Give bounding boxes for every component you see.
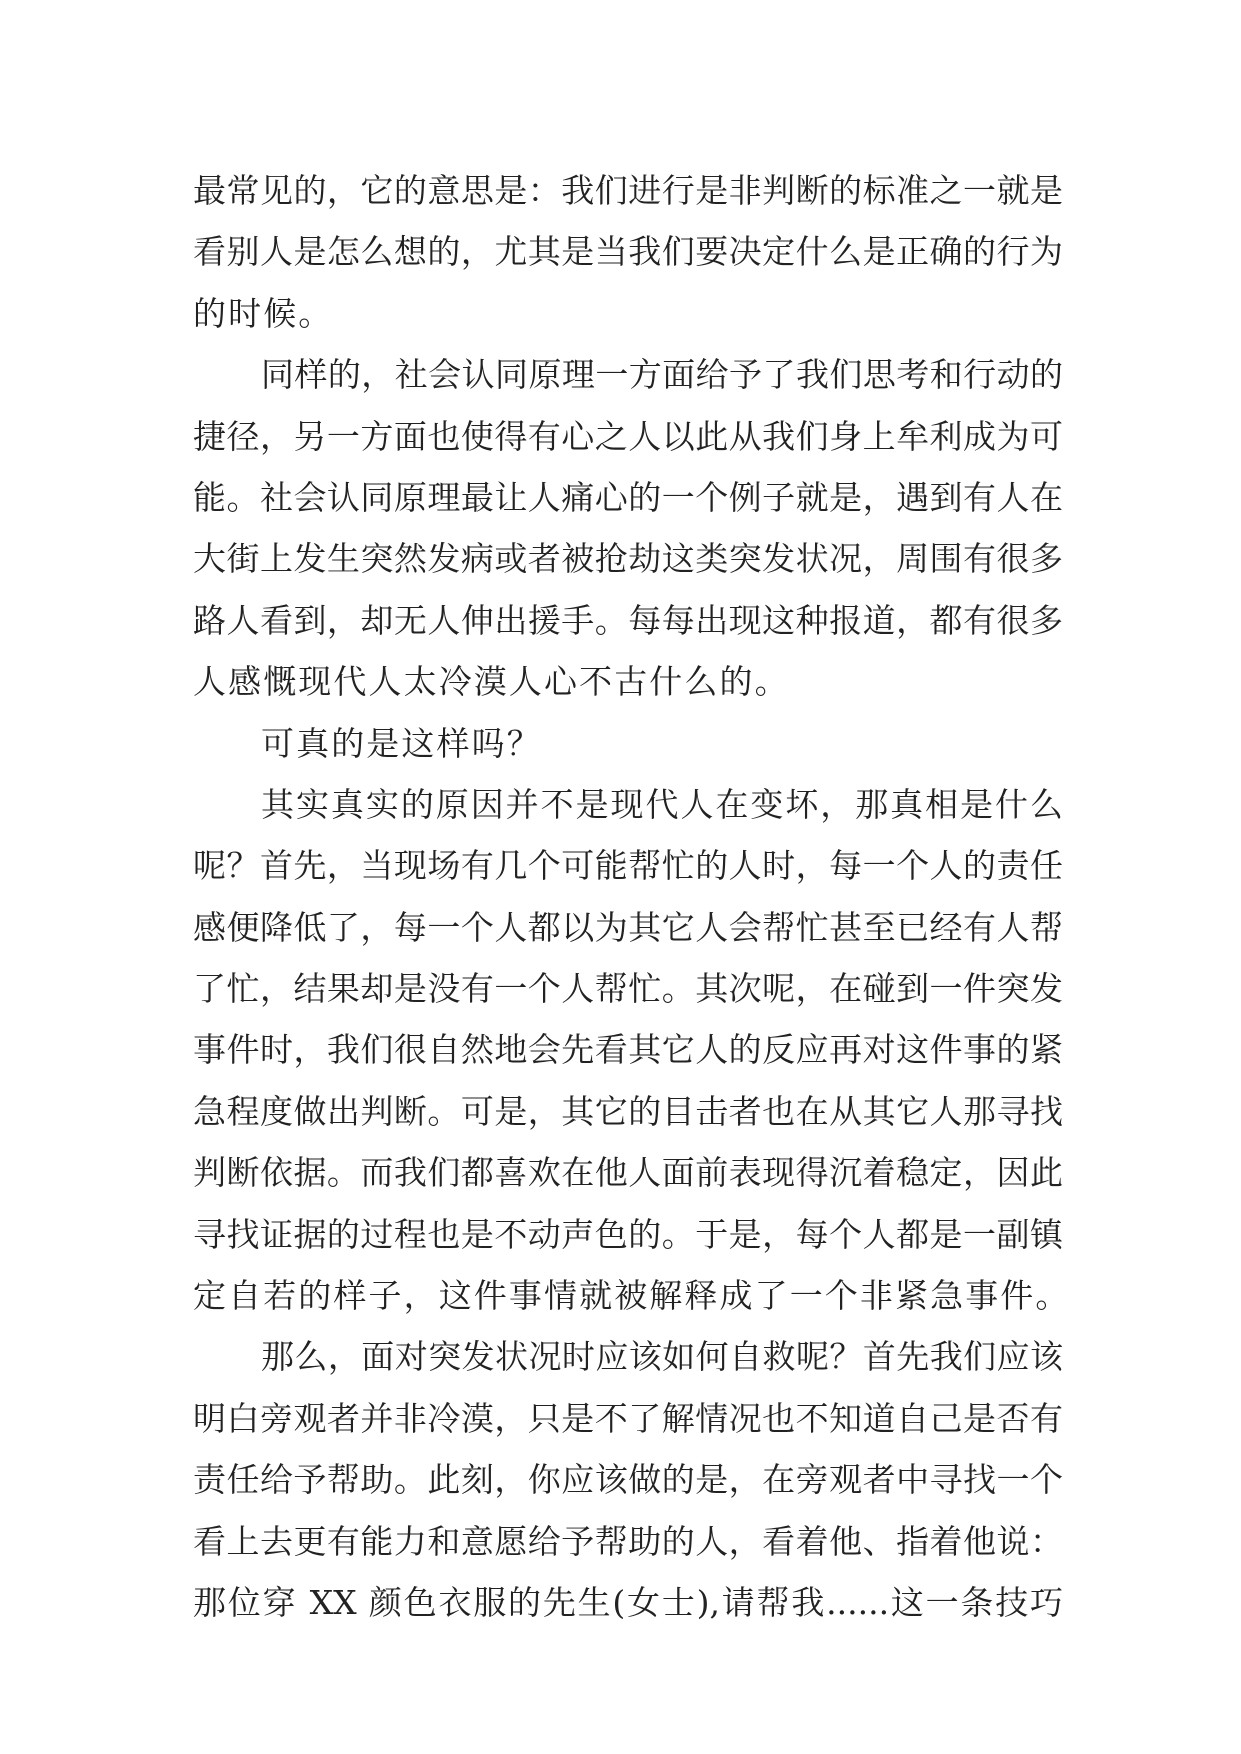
text-line: 事件时，我们很自然地会先看其它人的反应再对这件事的紧 bbox=[193, 1030, 1063, 1070]
text-line: 寻找证据的过程也是不动声色的。于是，每个人都是一副镇 bbox=[193, 1214, 1063, 1254]
text-line: 同样的，社会认同原理一方面给予了我们思考和行动的 bbox=[261, 355, 1063, 395]
text-line: 捷径，另一方面也使得有心之人以此从我们身上牟利成为可 bbox=[193, 416, 1063, 456]
text-line: 其实真实的原因并不是现代人在变坏，那真相是什么 bbox=[261, 784, 1063, 824]
text-line: 责任给予帮助。此刻，你应该做的是，在旁观者中寻找一个 bbox=[193, 1460, 1063, 1500]
text-line: 了忙，结果却是没有一个人帮忙。其次呢，在碰到一件突发 bbox=[193, 969, 1063, 1009]
text-line: 呢？首先，当现场有几个可能帮忙的人时，每一个人的责任 bbox=[193, 846, 1063, 886]
text-line: 的时候。 bbox=[193, 293, 334, 333]
text-line: 可真的是这样吗？ bbox=[261, 723, 542, 763]
text-line: 大街上发生突然发病或者被抢劫这类突发状况，周围有很多 bbox=[193, 539, 1063, 579]
text-line: 那么，面对突发状况时应该如何自救呢？首先我们应该 bbox=[261, 1337, 1063, 1377]
text-line: 定自若的样子，这件事情就被解释成了一个非紧急事件。 bbox=[193, 1276, 1071, 1316]
text-line: 路人看到，却无人伸出援手。每每出现这种报道，都有很多 bbox=[193, 600, 1063, 640]
text-line: 最常见的，它的意思是：我们进行是非判断的标准之一就是 bbox=[193, 171, 1063, 210]
text-line: 那位穿 XX 颜色衣服的先生(女士),请帮我......这一条技巧 bbox=[193, 1582, 1063, 1622]
text-line: 明白旁观者并非冷漠，只是不了解情况也不知道自己是否有 bbox=[193, 1398, 1063, 1438]
text-line: 急程度做出判断。可是，其它的目击者也在从其它人那寻找 bbox=[193, 1091, 1063, 1131]
body-text bbox=[193, 160, 1071, 1633]
text-line: 感便降低了，每一个人都以为其它人会帮忙甚至已经有人帮 bbox=[193, 907, 1063, 947]
text-line: 看别人是怎么想的，尤其是当我们要决定什么是正确的行为 bbox=[193, 232, 1063, 272]
text-line: 人感慨现代人太冷漠人心不古什么的。 bbox=[193, 662, 790, 702]
text-line: 看上去更有能力和意愿给予帮助的人，看着他、指着他说： bbox=[193, 1521, 1063, 1561]
text-line: 判断依据。而我们都喜欢在他人面前表现得沉着稳定，因此 bbox=[193, 1153, 1063, 1193]
text-line: 能。社会认同原理最让人痛心的一个例子就是，遇到有人在 bbox=[193, 477, 1063, 517]
